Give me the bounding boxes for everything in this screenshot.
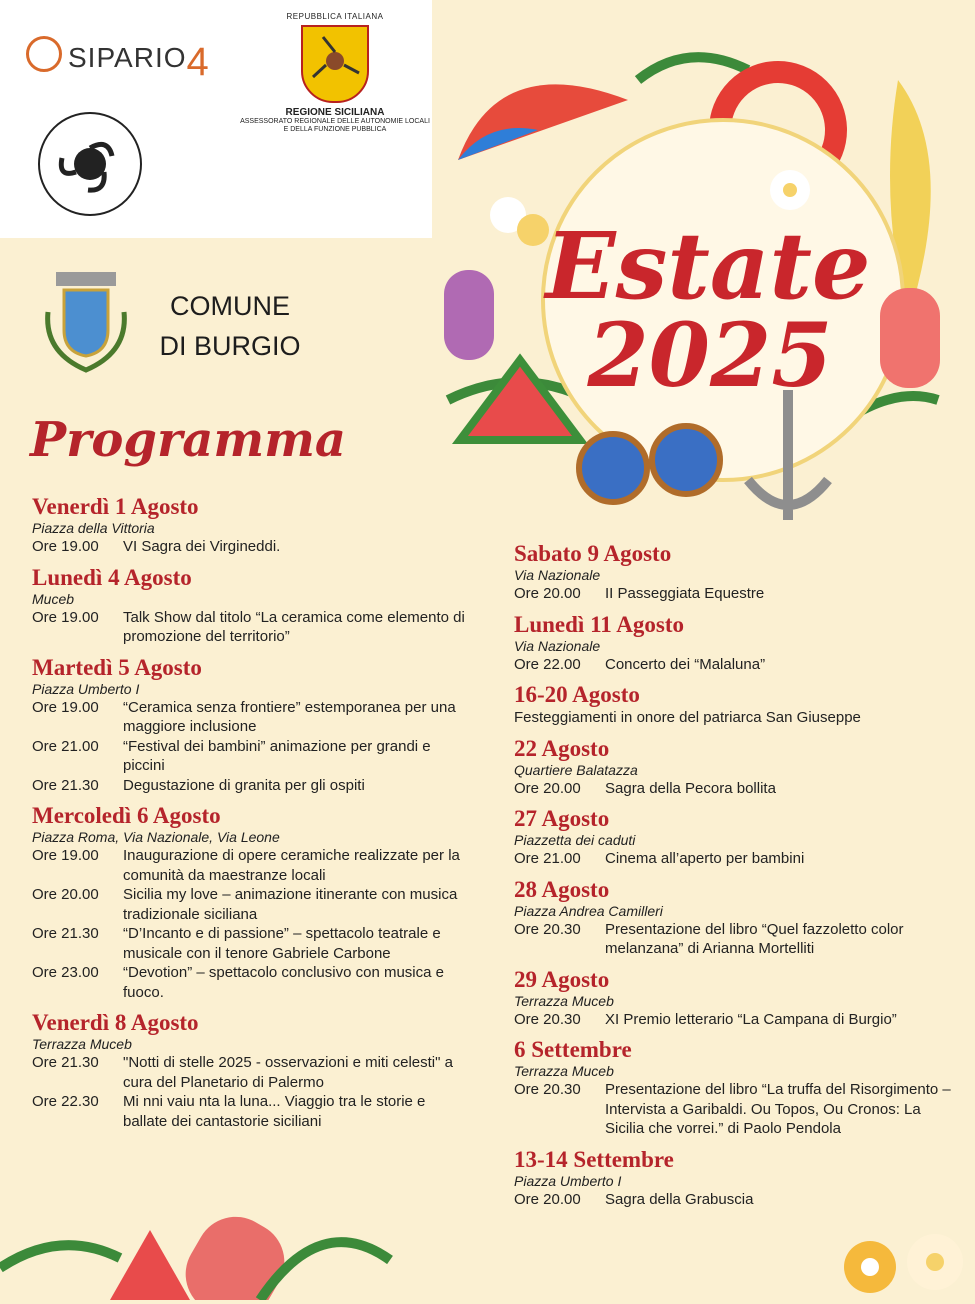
- event-block: [514, 541, 954, 604]
- proloco-text: PRO LOCO SIKANIA DI BURGIO: [40, 216, 131, 223]
- programma-title: Programma: [30, 412, 347, 468]
- event-row: [514, 584, 954, 604]
- flower-icon: [830, 1222, 975, 1300]
- triskelion-icon: [40, 114, 140, 214]
- event-block: [32, 494, 472, 557]
- sipario-number: 4: [186, 40, 210, 84]
- event-time: Ore 19.00: [32, 538, 99, 555]
- event-description: Sagra della Pecora bollita: [605, 779, 776, 797]
- proloco-logo: [38, 112, 142, 216]
- sipario-logo: [68, 32, 210, 84]
- event-time: Ore 21.00: [514, 850, 581, 867]
- trinacria-shield-icon: [301, 25, 369, 103]
- event-row: [32, 776, 472, 796]
- event-location: Quartiere Balatazza: [514, 761, 638, 778]
- event-row: [32, 924, 472, 963]
- regione-assessorato: ASSESSORATO REGIONALE DELLE AUTONOMIE LOCALI E DELLA FUNZIONE PUBBLICA: [240, 118, 430, 133]
- event-description: II Passeggiata Equestre: [605, 585, 765, 602]
- event-row: [32, 698, 472, 737]
- event-time: Ore 20.30: [514, 1081, 581, 1098]
- event-time: Ore 20.00: [514, 585, 581, 602]
- event-time: Ore 21.00: [32, 737, 99, 755]
- event-block: [32, 655, 472, 796]
- event-description: “Ceramica senza frontiere” estemporanea per una maggiore inclusione: [123, 698, 456, 735]
- event-location: Via Nazionale: [514, 637, 601, 654]
- regione-name: REGIONE SICILIANA: [285, 107, 385, 118]
- event-date: Martedì 5 Agosto: [32, 654, 202, 680]
- event-description: "Notti di stelle 2025 - osservazioni e miti celesti" a cura del Planetario di Palermo: [123, 1054, 453, 1091]
- event-location: Piazza della Vittoria: [32, 520, 155, 536]
- comune-title: [150, 286, 310, 366]
- year-title: 2025: [587, 303, 833, 407]
- sipario-logo-icon: [26, 36, 62, 72]
- estate-title: Estate: [545, 212, 871, 320]
- event-description: Presentazione del libro “La truffa del Risorgimento – Intervista a Garibaldi. Ou Topos, Ou Cronos: La Sicilia che vorrei.” di Paolo Pendola: [605, 1081, 951, 1137]
- event-row: [32, 1092, 472, 1131]
- event-description: Mi nni vaiu nta la luna... Viaggio tra le storie e ballate dei cantastorie siciliani: [123, 1093, 426, 1130]
- event-time: Ore 20.30: [514, 920, 581, 938]
- event-description: Concerto dei “Malaluna”: [605, 655, 766, 673]
- event-date: 29 Agosto: [514, 966, 610, 992]
- event-time: Ore 19.00: [32, 847, 99, 864]
- event-description: “Devotion” – spettacolo conclusivo con musica e fuoco.: [123, 964, 444, 1001]
- event-description: Presentazione del libro “Quel fazzoletto color melanzana” di Arianna Mortelliti: [605, 920, 904, 957]
- comune-line2: DI BURGIO: [159, 331, 301, 361]
- event-row: [32, 885, 472, 924]
- event-description: Sagra della Grabuscia: [605, 1190, 754, 1208]
- event-block: [514, 682, 954, 728]
- event-row: [32, 537, 472, 557]
- event-block: [514, 1147, 954, 1210]
- event-date: Lunedì 11 Agosto: [514, 611, 684, 637]
- burgio-crest-icon: [36, 262, 136, 376]
- event-time: Ore 20.00: [514, 779, 581, 797]
- estate-artwork: [438, 40, 958, 540]
- bottom-left-decoration: [0, 1208, 430, 1300]
- sipario-text: SIPARIO: [68, 42, 187, 73]
- regione-logo: [240, 12, 430, 134]
- event-description: Inaugurazione di opere ceramiche realizzate per la comunità da maestranze locali: [123, 847, 460, 884]
- watermelon-popsicle-icon: [0, 1208, 430, 1300]
- program-right-column: [514, 541, 954, 1209]
- event-row: [32, 737, 472, 776]
- event-time: Ore 21.30: [32, 1054, 99, 1071]
- event-date: 13-14 Settembre: [514, 1146, 674, 1172]
- bottom-right-flowers: [830, 1222, 975, 1300]
- event-location: Terrazza Muceb: [514, 1063, 614, 1079]
- event-row: [32, 963, 472, 1002]
- event-description: XI Premio letterario “La Campana di Burgio”: [605, 1010, 897, 1028]
- event-date: Venerdì 8 Agosto: [32, 1010, 199, 1035]
- regione-rep: REPUBBLICA ITALIANA: [286, 12, 384, 21]
- event-time: Ore 20.00: [514, 1190, 581, 1208]
- program-left-column: [32, 494, 472, 1131]
- event-time: Ore 19.00: [32, 608, 99, 626]
- event-time: Ore 21.30: [32, 925, 99, 942]
- event-location: Via Nazionale: [514, 567, 601, 583]
- event-date: 6 Settembre: [514, 1037, 632, 1062]
- event-time: Ore 20.00: [32, 886, 99, 903]
- event-date: Sabato 9 Agosto: [514, 541, 672, 566]
- event-time: Ore 22.00: [514, 655, 581, 673]
- event-location: Terrazza Muceb: [514, 992, 614, 1009]
- event-location: Muceb: [32, 590, 75, 607]
- event-location: Piazza Umberto I: [32, 680, 140, 697]
- event-row: [514, 920, 954, 959]
- event-description: Sicilia my love – animazione itinerante con musica tradizionale siciliana: [123, 886, 458, 923]
- event-row: [514, 655, 954, 675]
- event-description: Cinema all’aperto per bambini: [605, 850, 805, 867]
- event-time: Ore 20.30: [514, 1010, 581, 1028]
- event-time: Ore 23.00: [32, 964, 99, 981]
- event-location: Piazzetta dei caduti: [514, 832, 636, 848]
- event-block: [514, 806, 954, 869]
- event-date: 27 Agosto: [514, 806, 610, 831]
- event-time: Ore 19.00: [32, 698, 99, 716]
- event-block: [514, 736, 954, 799]
- event-location: Piazza Roma, Via Nazionale, Via Leone: [32, 829, 280, 845]
- event-block: [514, 612, 954, 675]
- event-text: Festeggiamenti in onore del patriarca San Giuseppe: [514, 709, 861, 726]
- event-date: Mercoledì 6 Agosto: [32, 803, 221, 828]
- event-time: Ore 21.30: [32, 776, 99, 794]
- event-row: [514, 779, 954, 799]
- event-row: [32, 846, 472, 885]
- event-date: Venerdì 1 Agosto: [32, 494, 199, 519]
- event-description: “D’Incanto e di passione” – spettacolo teatrale e musicale con il tenore Gabriele Carbone: [123, 925, 441, 962]
- event-row: [32, 1053, 472, 1092]
- event-block: [514, 877, 954, 959]
- event-description: Talk Show dal titolo “La ceramica come elemento di promozione del territorio”: [123, 608, 465, 645]
- event-row: [514, 1080, 954, 1139]
- comune-line1: COMUNE: [170, 291, 290, 321]
- event-time: Ore 22.30: [32, 1093, 99, 1110]
- event-description: VI Sagra dei Virgineddi.: [123, 538, 281, 555]
- event-row: [32, 608, 472, 647]
- event-row: [514, 1190, 954, 1210]
- event-block: [514, 967, 954, 1030]
- event-block: [514, 1037, 954, 1139]
- event-date: Lunedì 4 Agosto: [32, 564, 192, 590]
- event-row: [514, 1010, 954, 1030]
- event-location: Terrazza Muceb: [32, 1036, 132, 1052]
- event-row: [514, 849, 954, 869]
- event-date: 16-20 Agosto: [514, 682, 640, 707]
- event-description: “Festival dei bambini” animazione per grandi e piccini: [123, 737, 431, 774]
- event-block: [32, 1010, 472, 1131]
- event-block: [32, 803, 472, 1002]
- event-location: Piazza Umberto I: [514, 1172, 622, 1189]
- event-block: [32, 565, 472, 647]
- event-description: Degustazione di granita per gli ospiti: [123, 776, 365, 794]
- event-date: 22 Agosto: [514, 735, 610, 761]
- event-location: Piazza Andrea Camilleri: [514, 902, 663, 919]
- popsicle-icon: [444, 270, 494, 360]
- event-date: 28 Agosto: [514, 876, 610, 902]
